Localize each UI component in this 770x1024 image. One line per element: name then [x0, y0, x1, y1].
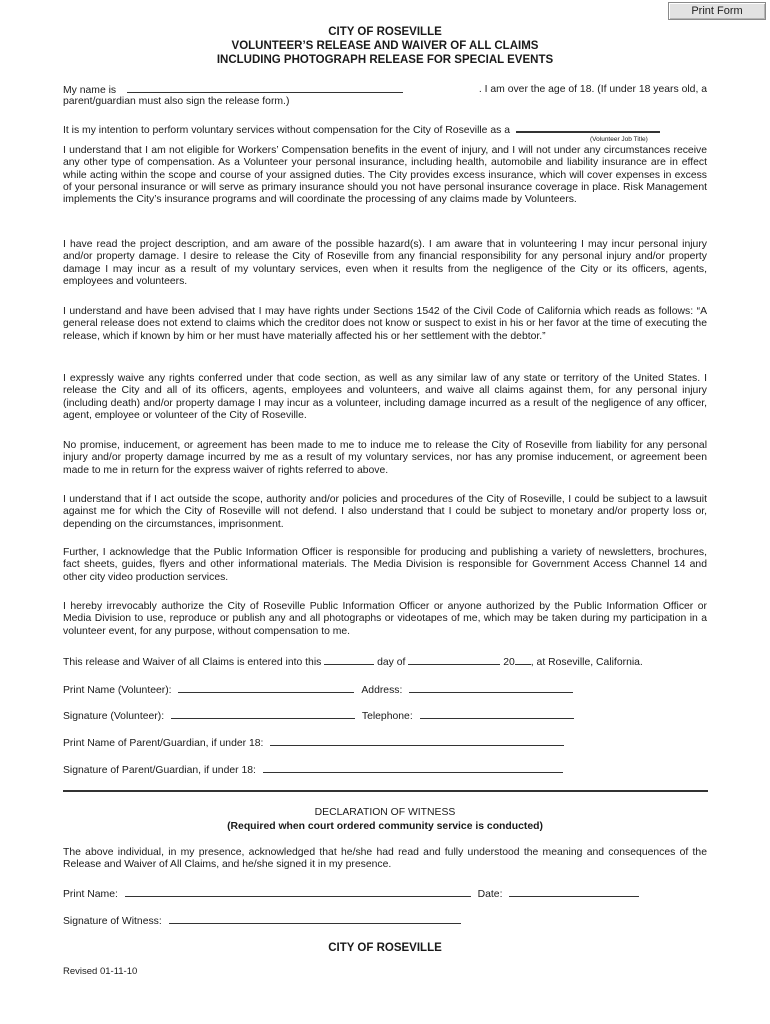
- witness-subheading: (Required when court ordered community service is conducted): [227, 821, 543, 832]
- name-prefix: My name is: [63, 85, 117, 96]
- paragraph-waive-text: I expressly waive any rights conferred under that code section, as well as any similar law of any state or territory of the United States. I release the City and all of its officers, agents, employees and volunteers, and waive all claims against them, for any personal injury (including death) and/or property damage I may incur as a volunteer, including damage incurred as a result of the negligence of any officer, agent, employee or volunteer of the City of Roseville.: [63, 373, 707, 421]
- doc-title-city: CITY OF ROSEVILLE: [328, 26, 442, 38]
- job-title-caption: (Volunteer Job Title): [590, 136, 648, 143]
- entered-suffix: , at Roseville, California.: [530, 657, 643, 668]
- paragraph-civil-code: [63, 306, 707, 343]
- telephone-label: Telephone:: [361, 711, 413, 722]
- witness-print-name-field[interactable]: [125, 887, 471, 897]
- print-name-field[interactable]: [178, 683, 354, 693]
- entered-date-line: [63, 655, 643, 669]
- entered-day-of: day of: [377, 657, 406, 668]
- entered-year-field[interactable]: [515, 655, 531, 665]
- witness-date-field[interactable]: [509, 887, 639, 897]
- paragraph-scope-text: I understand that if I act outside the scope, authority and/or policies and procedures of the City of Roseville, I could be subject to a lawsuit against me for which the City of Roseville will not defend. I also understand that I could be subject to monetary and/or property loss or, depending on the circumstances, imprisonment.: [63, 494, 707, 530]
- paragraph-pio-text: Further, I acknowledge that the Public Information Officer is responsible for producing and publishing a variety of newsletters, brochures, fact sheets, guides, flyers and other informational materials. The Media Division is responsible for Government Access Channel 14 and other city video production services.: [63, 547, 707, 583]
- name-suffix: . I am over the age of 18. (If under 18 years old, a: [478, 84, 707, 95]
- print-name-label: Print Name (Volunteer):: [63, 685, 172, 696]
- volunteer-name-field[interactable]: [127, 83, 403, 93]
- paragraph-civil-code-text: I understand and have been advised that I may have rights under Sections 1542 of the Civil Code of California which reads as follows: “A general release does not extend to claims which the creditor does not know or suspect to exist in his or her favor at the time of executing the release, which if known by him or her must have materially affected his or her settlement with the debtor.”: [63, 306, 707, 342]
- revised-date: Revised 01-11-10: [63, 966, 138, 977]
- witness-date-label: Date:: [477, 889, 503, 900]
- witness-heading: DECLARATION OF WITNESS: [314, 807, 456, 818]
- paragraph-workers-comp: [63, 145, 707, 206]
- parent-signature-field[interactable]: [263, 763, 563, 773]
- paragraph-hazards-text: I have read the project description, and am aware of the possible hazard(s). I am aware that in volunteering I may incur personal injury and/or property damage. I desire to release the City of Roseville from any financial responsibility for any personal injury and/or property damage I may incur as a result of my voluntary services, even when it results from the negligence of the City or its officers, agents, employees and volunteers.: [63, 239, 707, 287]
- paragraph-pio: [63, 547, 707, 584]
- witness-signature-field[interactable]: [169, 914, 461, 924]
- address-label: Address:: [361, 685, 403, 696]
- paragraph-waive: [63, 373, 707, 422]
- doc-title-photo-release: INCLUDING PHOTOGRAPH RELEASE FOR SPECIAL EVENTS: [216, 54, 554, 66]
- volunteer-job-title-field[interactable]: [516, 122, 660, 133]
- print-name-row: [63, 683, 573, 697]
- section-divider: [63, 790, 708, 792]
- paragraph-hazards: [63, 239, 707, 288]
- telephone-field[interactable]: [420, 709, 574, 719]
- parent-name-row: [63, 736, 564, 750]
- address-field[interactable]: [409, 683, 573, 693]
- intention-line: [63, 122, 660, 137]
- witness-signature-row: [63, 914, 461, 928]
- entered-prefix: This release and Waiver of all Claims is entered into this: [63, 657, 322, 668]
- doc-title-waiver: VOLUNTEER’S RELEASE AND WAIVER OF ALL CLAIMS: [231, 40, 539, 52]
- volunteer-signature-field[interactable]: [171, 709, 355, 719]
- witness-statement-text: The above individual, in my presence, acknowledged that he/she had read and fully understood the meaning and consequences of the Release and Waiver of All Claims, and he/she signed it in my presence.: [63, 847, 707, 871]
- witness-name-row: [63, 887, 639, 901]
- witness-statement: [63, 847, 707, 872]
- footer-city: CITY OF ROSEVILLE: [328, 942, 442, 954]
- paragraph-photo-release: [63, 601, 707, 638]
- witness-print-name-label: Print Name:: [63, 889, 118, 900]
- parent-signature-row: [63, 763, 563, 777]
- witness-signature-label: Signature of Witness:: [63, 916, 162, 927]
- paragraph-scope: [63, 494, 707, 531]
- guardian-note: parent/guardian must also sign the release form.): [63, 96, 290, 107]
- signature-row: [63, 709, 574, 723]
- signature-label: Signature (Volunteer):: [63, 711, 165, 722]
- paragraph-photo-release-text: I hereby irrevocably authorize the City of Roseville Public Information Officer or anyone authorized by the Public Information Officer or Media Division to use, reproduce or publish any and all photographs or videotapes of me, which may be taken during my participation in a volunteer event, for any purpose, without compensation to me.: [63, 601, 707, 637]
- paragraph-promise-text: No promise, inducement, or agreement has been made to me to induce me to release the City of Roseville from liability for any personal injury and/or property damage incurred by me as a result of my voluntary services, nor has any promise inducement, or agreement been made to me in return for the express waiver of rights referred to above.: [63, 440, 707, 476]
- intention-text: It is my intention to perform voluntary services without compensation for the City of Roseville as a: [63, 125, 510, 136]
- entered-year-prefix: 20: [503, 657, 515, 668]
- print-form-button[interactable]: Print Form: [668, 2, 766, 20]
- paragraph-promise: [63, 440, 707, 477]
- entered-month-field[interactable]: [408, 655, 500, 665]
- parent-name-label: Print Name of Parent/Guardian, if under 18:: [63, 738, 264, 749]
- parent-name-field[interactable]: [270, 736, 564, 746]
- parent-signature-label: Signature of Parent/Guardian, if under 18:: [63, 765, 256, 776]
- paragraph-workers-comp-text: I understand that I am not eligible for Workers’ Compensation benefits in the event of injury, and I will not under any circumstances receive any other type of compensation. As a Volunteer your personal insurance, including health, automobile and liability insurance are in effect while acting within the scope and course of your assigned duties. The City provides excess insurance, which will cover expenses in excess of your personal insurance or will serve as primary insurance should you not have personal insurance coverage in place. Risk Management implements the City’s insurance programs and will coordinate the processing of any claims made by Volunteers.: [63, 145, 707, 206]
- entered-day-field[interactable]: [324, 655, 374, 665]
